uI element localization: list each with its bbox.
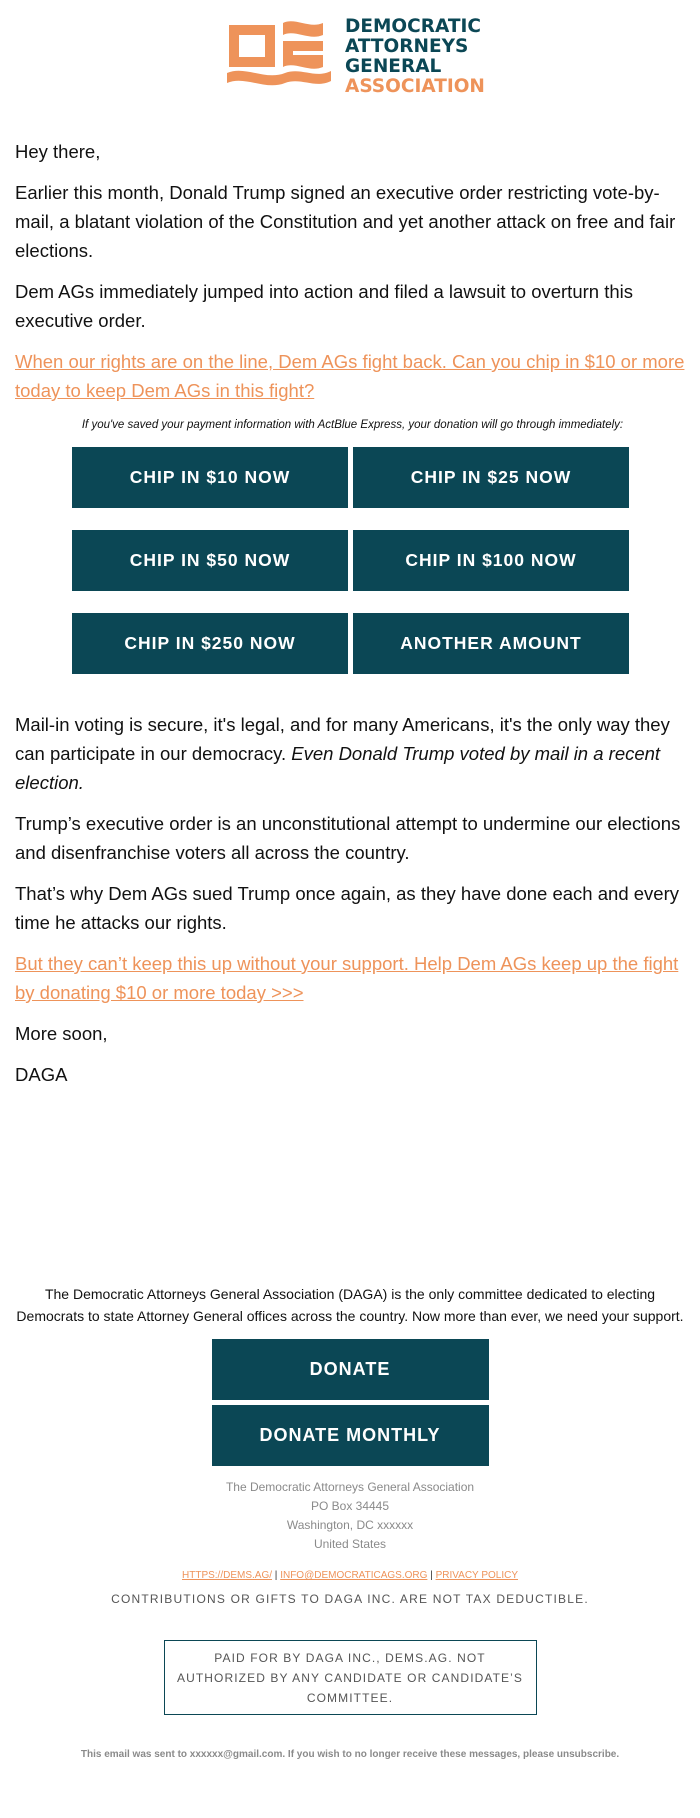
paid-for-disclaimer [164, 1640, 537, 1715]
paid-for-text: PAID FOR BY DAGA INC., DEMS.AG. NOT AUTHORIZED BY ANY CANDIDATE OR CANDIDATE’S COMMITTEE. [176, 1650, 524, 1705]
mailing-address [0, 1478, 700, 1554]
chip-in-25-button[interactable]: CHIP IN $25 NOW [353, 447, 629, 508]
paragraph-3-text: Mail-in voting is secure, it's legal, and for many Americans, it's the only way they can participate in our democracy. [15, 714, 670, 764]
email-footer [0, 1283, 700, 1760]
paragraph-1: Earlier this month, Donald Trump signed an executive order restricting vote-by-mail, a blatant violation of the Constitution and yet another attack on free and fair elections. [15, 182, 676, 261]
footer-intro: The Democratic Attorneys General Association (DAGA) is the only committee dedicated to electing Democrats to state Attorney General offices across the country. Now more than ever, we need your support. [16, 1286, 684, 1324]
donate-monthly-button[interactable]: DONATE MONTHLY [212, 1405, 489, 1466]
donate-link-2-text[interactable]: But they can’t keep this up without your support. Help Dem AGs keep up the fight by donating $10 or more today >>> [15, 953, 679, 1003]
paragraph-5: That’s why Dem AGs sued Trump once again, as they have done each and every time he attacks our rights. [15, 883, 679, 933]
donate-link-1[interactable] [15, 347, 690, 405]
greeting: Hey there, [15, 141, 101, 162]
privacy-policy-link[interactable]: PRIVACY POLICY [435, 1570, 518, 1581]
donate-link-2[interactable] [15, 949, 690, 1007]
logo-wordmark [345, 17, 485, 97]
donate-button[interactable]: DONATE [212, 1339, 489, 1400]
link-separator: | [274, 1570, 278, 1581]
paragraph-4: Trump’s executive order is an unconstitutional attempt to undermine our elections and disenfranchise voters all across the country. [15, 813, 681, 863]
signature: DAGA [15, 1064, 68, 1085]
daga-logo[interactable] [225, 15, 485, 100]
chip-in-10-button[interactable]: CHIP IN $10 NOW [72, 447, 348, 508]
donation-button-grid [72, 447, 629, 674]
email-link[interactable]: INFO@DEMOCRATICAGS.ORG [280, 1570, 428, 1581]
unsubscribe-note[interactable]: This email was sent to xxxxxx@gmail.com. If you wish to no longer receive these messages, please unsubscribe. [80, 1749, 620, 1760]
city: Washington, DC xxxxxx [286, 1518, 414, 1532]
paragraph-3-italic: Even Donald Trump voted by mail in a recent election. [15, 743, 661, 793]
paragraph-3 [15, 710, 690, 797]
logo-line-4: ASSOCIATION [345, 76, 485, 97]
website-link[interactable]: HTTPS://DEMS.AG/ [182, 1570, 273, 1581]
logo-line-3: GENERAL [345, 56, 442, 77]
tax-disclaimer: CONTRIBUTIONS OR GIFTS TO DAGA INC. ARE NOT TAX DEDUCTIBLE. [111, 1592, 589, 1606]
email-body [15, 137, 690, 1099]
another-amount-button[interactable]: ANOTHER AMOUNT [353, 613, 629, 674]
po-box: PO Box 34445 [310, 1499, 390, 1513]
donate-link-1-text[interactable]: When our rights are on the line, Dem AGs fight back. Can you chip in $10 or more today to keep Dem AGs in this fight? [15, 351, 685, 401]
logo-line-2: ATTORNEYS [345, 36, 469, 57]
paragraph-2: Dem AGs immediately jumped into action and filed a lawsuit to overturn this executive order. [15, 281, 633, 331]
chip-in-250-button[interactable]: CHIP IN $250 NOW [72, 613, 348, 674]
chip-in-50-button[interactable]: CHIP IN $50 NOW [72, 530, 348, 591]
org-name: The Democratic Attorneys General Association [225, 1480, 475, 1494]
country: United States [313, 1537, 387, 1551]
footer-links [0, 1570, 700, 1581]
logo-line-1: DEMOCRATIC [345, 16, 481, 37]
chip-in-100-button[interactable]: CHIP IN $100 NOW [353, 530, 629, 591]
flag-logo-icon [225, 17, 335, 89]
actblue-note: If you've saved your payment information with ActBlue Express, your donation will go through immediately: [81, 419, 624, 431]
link-separator: | [430, 1570, 433, 1581]
sign-off: More soon, [15, 1023, 108, 1044]
